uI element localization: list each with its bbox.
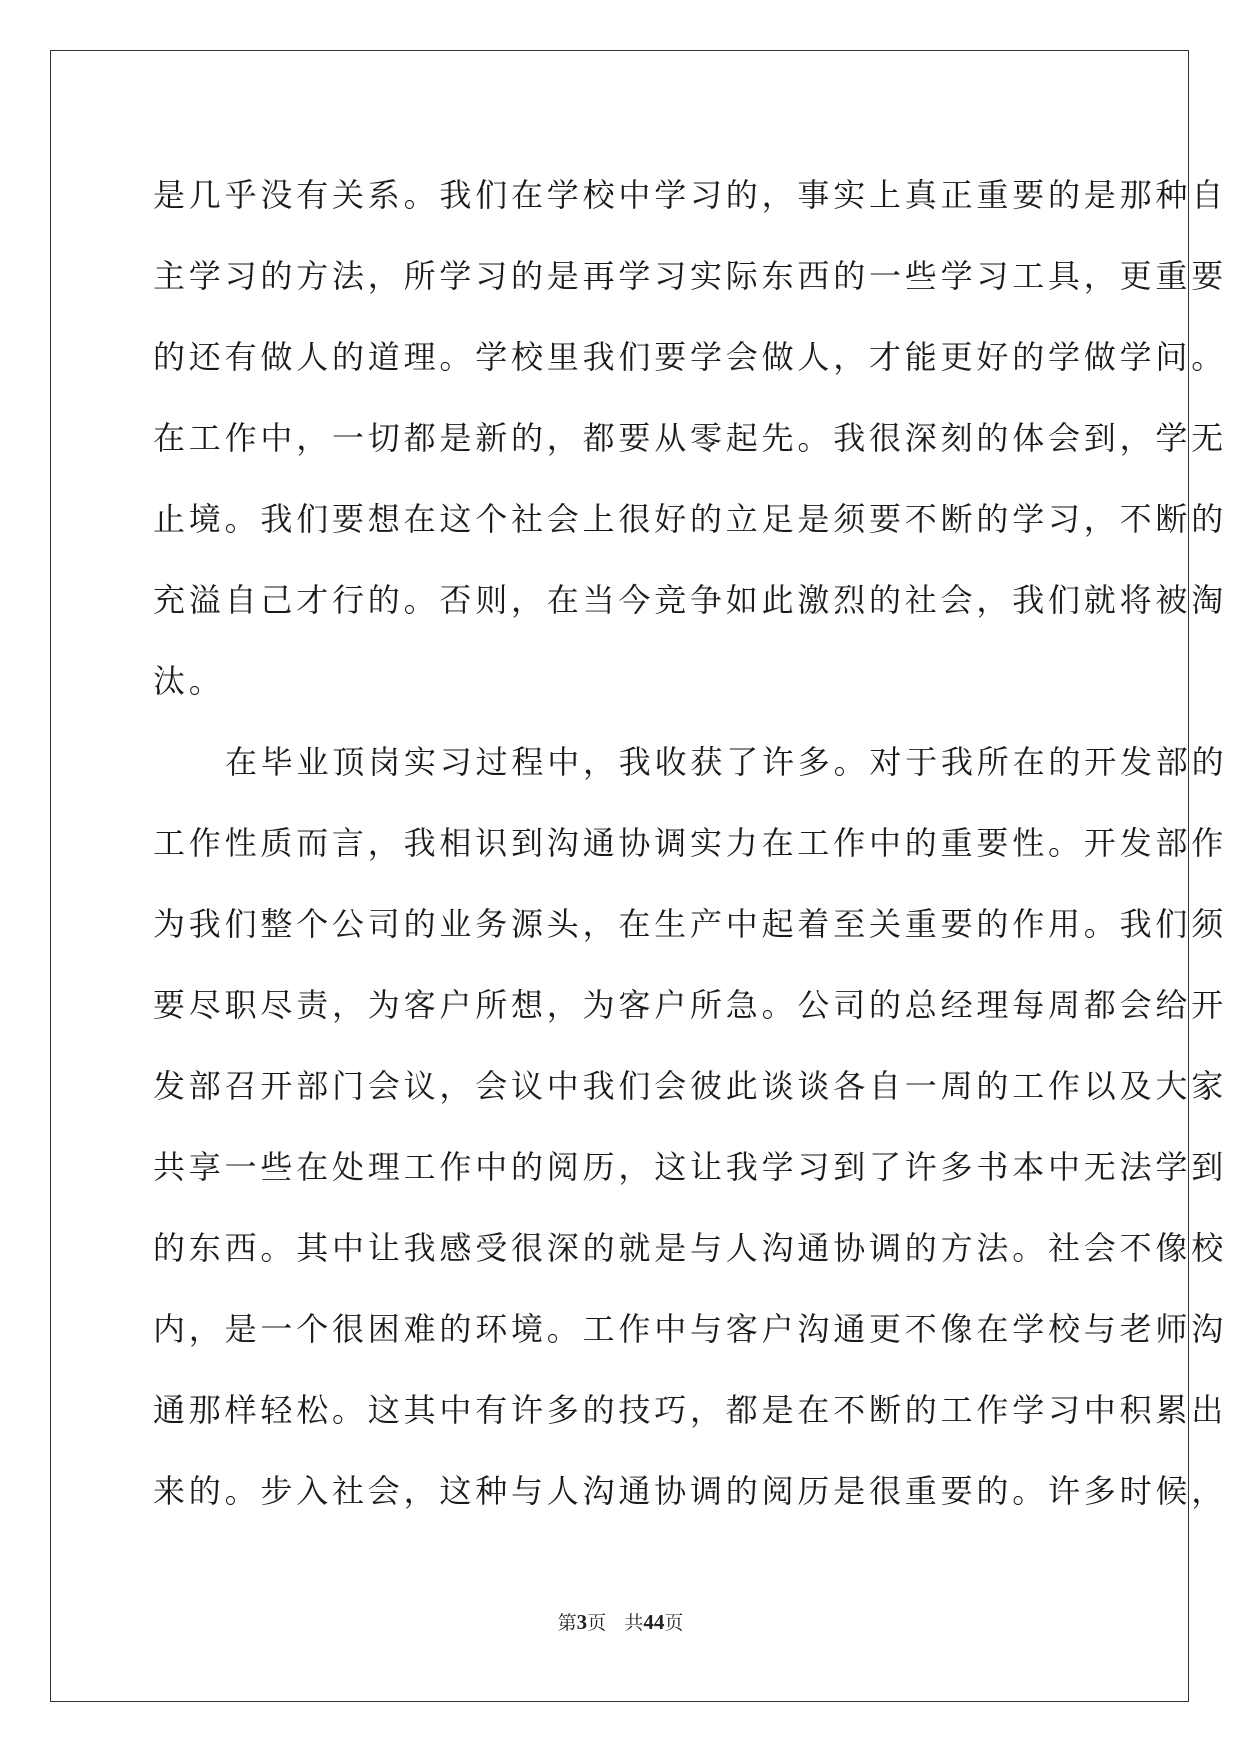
text-line: 为我们整个公司的业务源头，在生产中起着至关重要的作用。我们须 xyxy=(153,905,1228,943)
total-suffix: 页 xyxy=(664,1612,684,1634)
text-line: 的东西。其中让我感受很深的就是与人沟通协调的方法。社会不像校 xyxy=(153,1229,1228,1267)
text-line: 要尽职尽责，为客户所想，为客户所急。公司的总经理每周都会给开 xyxy=(153,986,1228,1024)
text-line: 汰。 xyxy=(153,662,225,700)
text-line: 的还有做人的道理。学校里我们要学会做人，才能更好的学做学问。 xyxy=(153,338,1228,376)
document-body xyxy=(153,155,1228,1532)
text-line: 在工作中，一切都是新的，都要从零起先。我很深刻的体会到，学无 xyxy=(153,419,1228,457)
total-pages: 44 xyxy=(643,1610,665,1634)
text-line: 通那样轻松。这其中有许多的技巧，都是在不断的工作学习中积累出 xyxy=(153,1391,1228,1429)
text-line: 是几乎没有关系。我们在学校中学习的，事实上真正重要的是那种自 xyxy=(153,176,1228,214)
page-number: 3 xyxy=(576,1610,588,1634)
text-line: 内，是一个很困难的环境。工作中与客户沟通更不像在学校与老师沟 xyxy=(153,1310,1228,1348)
text-line: 工作性质而言，我相识到沟通协调实力在工作中的重要性。开发部作 xyxy=(153,824,1228,862)
page-prefix: 第 xyxy=(557,1612,577,1634)
page-footer xyxy=(0,1608,1241,1635)
text-line: 共享一些在处理工作中的阅历，这让我学习到了许多书本中无法学到 xyxy=(153,1148,1228,1186)
total-prefix: 共 xyxy=(624,1612,644,1634)
page-suffix: 页 xyxy=(587,1612,607,1634)
paragraph-first-line: 在毕业顶岗实习过程中，我收获了许多。对于我所在的开发部的 xyxy=(225,743,1228,781)
text-line: 发部召开部门会议，会议中我们会彼此谈谈各自一周的工作以及大家 xyxy=(153,1067,1228,1105)
text-line: 来的。步入社会，这种与人沟通协调的阅历是很重要的。许多时候， xyxy=(153,1472,1228,1510)
text-line: 主学习的方法，所学习的是再学习实际东西的一些学习工具，更重要 xyxy=(153,257,1228,295)
text-line: 止境。我们要想在这个社会上很好的立足是须要不断的学习，不断的 xyxy=(153,500,1228,538)
text-line: 充溢自己才行的。否则，在当今竞争如此激烈的社会，我们就将被淘 xyxy=(153,581,1228,619)
